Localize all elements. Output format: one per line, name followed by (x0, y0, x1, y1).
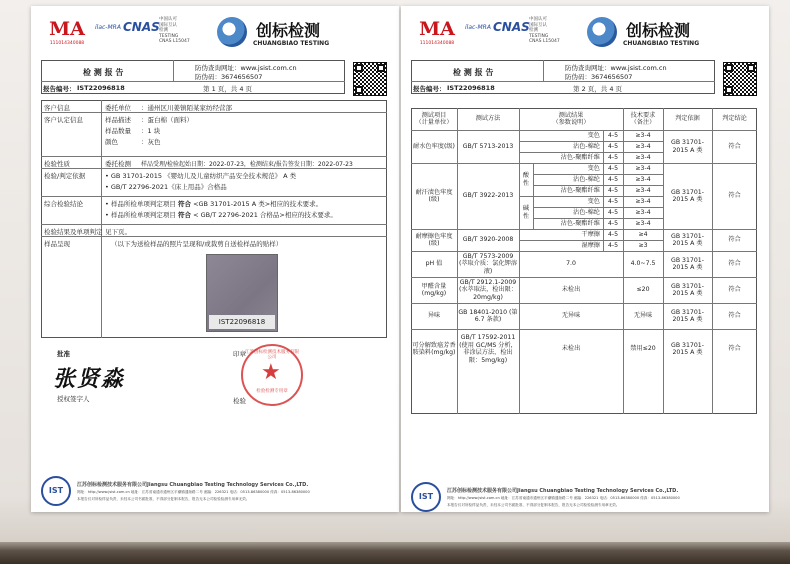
qty-value: ：1 块 (141, 127, 161, 135)
color-label: 颜色 (105, 138, 118, 146)
signature: 张贤淼 (53, 366, 126, 392)
result-desc: 变色 (587, 197, 600, 205)
table-rule (519, 240, 663, 241)
table-rule (603, 229, 604, 251)
report-title: 检 测 报 告 (83, 68, 124, 77)
page-indicator: 第 1 页，共 4 页 (203, 85, 253, 93)
report-no: IST22096818 (447, 84, 495, 92)
footer-company: 江苏创标检测技术服务有限公司Jiangsu Chuangbiao Testing Technology Services Co.,LTD. (77, 482, 309, 488)
table-rule (519, 108, 520, 414)
type-label: 检验性质 (44, 160, 70, 168)
table-rule (457, 108, 458, 414)
cma-logo: MA 111014340088 (49, 18, 85, 46)
signer-label: 授权签字人 (57, 395, 90, 403)
result-basis: GB 31701-2015 A 类 (671, 232, 704, 247)
result-basis: GB 31701-2015 A 类 (671, 139, 704, 154)
result-method: GB/T 5713-2013 (462, 142, 514, 150)
header-result: 测试结果 （参数说明） (552, 111, 590, 126)
result-value: 4-5 (607, 164, 619, 172)
result-method: GB 18401-2010 (第 6.7 条款) (458, 308, 518, 323)
result-basis: GB 31701-2015 A 类 (671, 308, 704, 323)
table-rule (623, 108, 624, 414)
ist-globe-icon (217, 17, 247, 47)
result-value: 无异味 (561, 312, 581, 320)
result-verdict: 符合 (728, 312, 741, 320)
result-req: ≤20 (636, 286, 650, 294)
conclusion-line-1: • 样品所检单项判定项目 符合 <GB 31701-2015 A 类>相应的技术要求。 (105, 200, 323, 208)
result-item: 可分解致癌芳香胺染料(mg/kg) (412, 341, 456, 356)
ist-footer-logo: IST (411, 482, 441, 512)
table-rule (533, 185, 663, 186)
ist-footer-logo: IST (41, 476, 71, 506)
cnas-logo: CNAS (123, 20, 160, 34)
result-method: GB/T 17592-2011 (使用 GC/MS 分析，非涂层方法，检出限：5mg/kg) (459, 334, 517, 364)
basis-line-1: • GB 31701-2015 《婴幼儿及儿童纺织产品安全技术规范》 A 类 (105, 172, 297, 180)
ilac-logo: ilac-MRA (465, 24, 491, 31)
table-rule (603, 130, 604, 163)
result-method: GB/T 3920-2008 (462, 236, 514, 244)
shelf-edge (0, 542, 790, 564)
report-title: 检 测 报 告 (453, 68, 494, 77)
report-no: IST22096818 (77, 84, 125, 92)
basis-line-2: • GB/T 22796-2021《床上用品》合格品 (105, 183, 227, 191)
report-no-label: 报告编号： (413, 85, 446, 93)
result-desc: 沾色-棉纶 (573, 175, 600, 183)
result-value: 未检出 (561, 286, 581, 294)
result-desc: 沾色-聚酯纤维 (560, 219, 600, 227)
seal-star-icon: ★ (261, 360, 281, 385)
result-method: GB/T 2912.1-2009 (水萃取法，检出限：20mg/kg) (458, 278, 518, 301)
result-desc: 湿摩擦 (581, 241, 600, 249)
header-basis: 判定依据 (675, 115, 700, 123)
result-value: 4-5 (607, 175, 619, 183)
result-req: ≥3-4 (635, 131, 651, 139)
query-site: 防伪查询网址：www.jsist.com.cn (195, 64, 297, 72)
cnas-note: 中国认可 国际互认 检测 TESTING CNAS L15047 (529, 17, 560, 44)
result-item: 甲醛含量 (mg/kg) (421, 282, 447, 297)
table-rule (533, 207, 663, 208)
footer-address: 网址：http://www.jsist.com.cn 地址：江苏省南通市通州区平潮镇通扬路二号 邮编：226321 电话：0513-86380000 传真：0513-86380000 (77, 490, 310, 494)
result-verdict: 符合 (728, 260, 741, 268)
header-item: 测试项目 （计量单位） (415, 111, 453, 126)
sample-label: 客户认定信息 (44, 116, 83, 124)
result-value: 4-5 (607, 142, 619, 150)
result-desc: 沾色-棉纶 (573, 142, 600, 150)
result-req: ≥3 (638, 241, 648, 249)
result-desc: 干摩擦 (581, 230, 600, 238)
result-label: 检验结果及单项判定 (44, 228, 103, 236)
result-req: 禁用≤20 (630, 345, 656, 353)
client-value: ：通州区川姜镇陌某家纺经营部 (141, 104, 232, 112)
photo-note: （以下为送检样品的照片呈现和/或裁剪自送检样品的贴样） (111, 240, 283, 248)
result-req: 4.0~7.5 (630, 260, 656, 268)
footer-company: 江苏创标检测技术服务有限公司Jiangsu Chuangbiao Testing Technology Services Co.,LTD. (447, 488, 679, 494)
cnas-logo: CNAS (493, 20, 530, 34)
result-category: 碱性 (522, 205, 530, 220)
customer-label: 客户信息 (44, 104, 70, 112)
result-req: ≥3-4 (635, 197, 651, 205)
result-item: 异味 (427, 312, 441, 320)
photo-label-tag: IST22096818 (209, 315, 275, 329)
report-page-2 (401, 6, 769, 512)
table-rule (519, 152, 663, 153)
result-value: 4-5 (607, 241, 619, 249)
result-value: 4-5 (607, 131, 619, 139)
result-req: ≥3-4 (635, 153, 651, 161)
result-item: 耐汗渍色牢度(级) (415, 188, 453, 203)
header-verdict: 判定结论 (722, 115, 747, 123)
conclusion-line-2: • 样品所检单项判定项目 符合 < GB/T 22796-2021 合格品>相应的技术要求。 (105, 211, 337, 219)
conclusion-label: 综合检验结论 (44, 200, 83, 208)
table-rule (533, 174, 663, 175)
result-desc: 沾色-棉纶 (573, 208, 600, 216)
footer-disclaimer: 本报告仅对所检样品负责，未经本公司书面批准，不得部分复制本报告，报告无本公司检验检测专用章无效。 (77, 497, 250, 501)
approve-label: 批准 (57, 350, 70, 358)
photo-label: 样品呈现 (44, 240, 70, 248)
result-verdict: 符合 (728, 142, 741, 150)
basis-label: 检验/判定依据 (44, 172, 86, 180)
result-req: ≥3-4 (635, 208, 651, 216)
seal-label: 印章 (233, 350, 246, 358)
table-rule (712, 108, 713, 414)
result-value: 4-5 (607, 230, 619, 238)
result-value: 未检出 (561, 345, 581, 353)
result-req: ≥3-4 (635, 142, 651, 150)
brand-name-en: CHUANGBIAO TESTING (253, 40, 330, 47)
brand-name: 创标检测 (626, 21, 691, 40)
table-rule (533, 196, 663, 197)
result-desc: 变色 (587, 131, 600, 139)
official-seal: ★ 江苏创标检测技术服务有限公司 检验检测专用章 (241, 344, 303, 406)
desc-label: 样品描述 (105, 116, 131, 124)
table-rule (519, 196, 533, 197)
header-tech: 技术要求 （备注） (630, 111, 656, 126)
query-site: 防伪查询网址：www.jsist.com.cn (565, 64, 667, 72)
result-req: 无异味 (633, 312, 653, 320)
result-value: 4-5 (607, 208, 619, 216)
header-method: 测试方法 (475, 115, 501, 123)
result-desc: 沾色-聚酯纤维 (560, 186, 600, 194)
result-method: GB/T 7573-2009 (萃取介质：氯化钾溶液) (458, 252, 518, 275)
test-dates: 样品受理/检验起始日期：2022-07-23，检测结束/报告签发日期：2022-07-23 (141, 161, 353, 168)
result-verdict: 符合 (728, 236, 741, 244)
fabric-sample-photo (206, 254, 278, 332)
brand-name-en: CHUANGBIAO TESTING (623, 40, 700, 47)
result-verdict: 符合 (728, 345, 741, 353)
table-rule (533, 218, 663, 219)
result-req: ≥3-4 (635, 164, 651, 172)
result-item: 耐摩擦色牢度(级) (415, 232, 453, 247)
result-req: ≥4 (638, 230, 648, 238)
brand-name: 创标检测 (256, 21, 321, 40)
result-req: ≥3-4 (635, 186, 651, 194)
result-value: 4-5 (607, 186, 619, 194)
table-rule (603, 163, 604, 229)
footer-disclaimer: 本报告仅对所检样品负责，未经本公司书面批准，不得部分复制本报告，报告无本公司检验检测专用章无效。 (447, 503, 620, 507)
anti-fake-code: 防伪码：3674656507 (195, 73, 263, 81)
client-label: 委托单位 (105, 104, 131, 112)
result-desc: 变色 (587, 164, 600, 172)
result-basis: GB 31701-2015 A 类 (671, 188, 704, 203)
report-page-1 (31, 6, 399, 512)
result-desc: 沾色-聚酯纤维 (560, 153, 600, 161)
report-no-label: 报告编号： (43, 85, 76, 93)
result-value: 4-5 (607, 197, 619, 205)
result-basis: GB 31701-2015 A 类 (671, 256, 704, 271)
result-category: 酸性 (522, 172, 530, 187)
seal-below-label: 检验 (233, 397, 246, 405)
table-rule (663, 108, 664, 414)
result-method: GB/T 3922-2013 (462, 192, 514, 200)
result-item: pH 值 (425, 260, 443, 268)
result-verdict: 符合 (728, 286, 741, 294)
result-value: 7.0 (566, 260, 576, 268)
result-value: 4-5 (607, 219, 619, 227)
anti-fake-code: 防伪码：3674656507 (565, 73, 633, 81)
ilac-logo: ilac-MRA (95, 24, 121, 31)
result-basis: GB 31701-2015 A 类 (671, 341, 704, 356)
type-value: 委托检测 (105, 160, 131, 168)
result-req: ≥3-4 (635, 175, 651, 183)
cma-logo: MA 111014340088 (419, 18, 455, 46)
desc-value: ：蛋白棉（面料） (141, 116, 193, 124)
result-req: ≥3-4 (635, 219, 651, 227)
table-rule (519, 141, 663, 142)
footer-address: 网址：http://www.jsist.com.cn 地址：江苏省南通市通州区平潮镇通扬路二号 邮编：226321 电话：0513-86380000 传真：0513-86380000 (447, 496, 680, 500)
cnas-note: 中国认可 国际互认 检测 TESTING CNAS L15047 (159, 17, 190, 44)
result-value: 见下页。 (105, 228, 131, 236)
color-value: ：灰色 (141, 138, 161, 146)
qr-code (723, 62, 757, 96)
qty-label: 样品数量 (105, 127, 131, 135)
result-value: 4-5 (607, 153, 619, 161)
qr-code (353, 62, 387, 96)
ist-globe-icon (587, 17, 617, 47)
result-basis: GB 31701-2015 A 类 (671, 282, 704, 297)
result-item: 耐水色牢度(级) (413, 142, 455, 150)
result-verdict: 符合 (728, 192, 741, 200)
page-indicator: 第 2 页，共 4 页 (573, 85, 623, 93)
